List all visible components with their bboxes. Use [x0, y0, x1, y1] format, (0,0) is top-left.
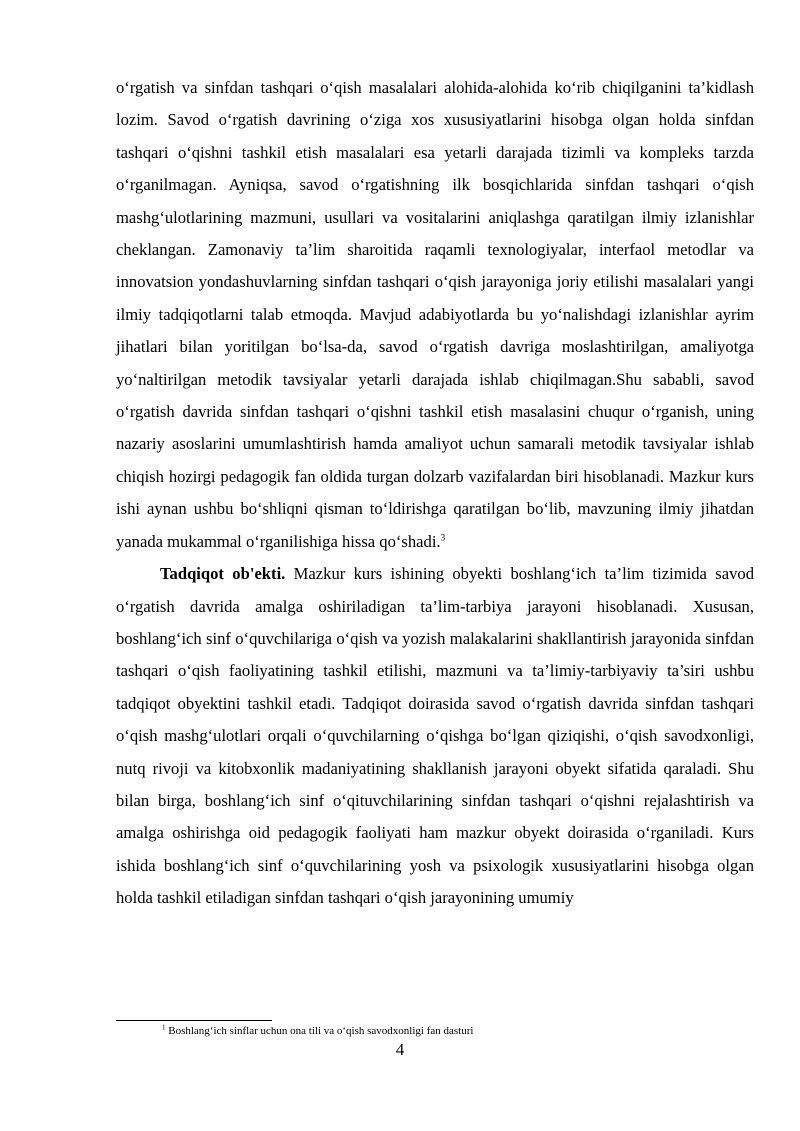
footnote-text: Boshlang‘ich sinflar uchun ona tili va o‘qish savodxonligi fan dasturi — [165, 1025, 474, 1037]
page-number: 4 — [395, 1040, 405, 1059]
footnote — [162, 1024, 722, 1038]
paragraph-intro — [116, 72, 754, 558]
paragraph-intro-text: o‘rgatish va sinfdan tashqari o‘qish masalalari alohida-alohida ko‘rib chiqilganini ta’kidlash lozim. Savod o‘rgatish davrining o‘ziga xos xususiyatlarini hisobga olgan holda sinfdan tashqari o‘qishni tashkil etish masalalari esa yetarli darajada tizimli va kompleks tarzda o‘rganilmagan. Ayniqsa, savod o‘rgatishning ilk bosqichlarida sinfdan tashqari o‘qish mashg‘ulotlarining mazmuni, usullari va vositalarini aniqlashga qaratilgan ilmiy izlanishlar cheklangan. Zamonaviy ta’lim sharoitida raqamli texnologiyalar, interfaol metodlar va innovatsion yondashuvlarning sinfdan tashqari o‘qish jarayoniga joriy etilishi masalalari yangi ilmiy tadqiqotlarni talab etmoqda. Mavjud adabiyotlarda bu yo‘nalishdagi izlanishlar ayrim jihatlari bilan yoritilgan bo‘lsa-da, savod o‘rgatish davriga moslashtirilgan, amaliyotga yo‘naltirilgan metodik tavsiyalar yetarli darajada ishlab chiqilmagan.Shu sababli, savod o‘rgatish davrida sinfdan tashqari o‘qishni tashkil etish masalasini chuqur o‘rganish, uning nazariy asoslarini umumlashtirish hamda amaliyot uchun samarali metodik tavsiyalar ishlab chiqish hozirgi pedagogik fan oldida turgan dolzarb vazifalardan biri hisoblanadi. Mazkur kurs ishi aynan ushbu bo‘shliqni qisman to‘ldirishga qaratilgan bo‘lib, mavzuning ilmiy jihatdan yanada mukammal o‘rganilishiga hissa qo‘shadi. — [116, 78, 754, 551]
paragraph-research-object — [116, 558, 754, 914]
footnote-number: 1 — [162, 1023, 166, 1032]
footnote-separator — [116, 1020, 272, 1021]
body-text — [116, 72, 754, 915]
section-heading-research-object: Tadqiqot ob'ekti. — [160, 564, 286, 584]
footnote-reference: 3 — [440, 532, 446, 543]
paragraph-research-object-text: Mazkur kurs ishining obyekti boshlang‘ich ta’lim tizimida savod o‘rgatish davrida amalga oshiriladigan ta’lim-tarbiya jarayoni hisoblanadi. Xususan, boshlang‘ich sinf o‘quvchilariga o‘qish va yozish malakalarini shakllantirish jarayonida sinfdan tashqari o‘qish faoliyatining tashkil etilishi, mazmuni va ta’limiy-tarbiyaviy ta’siri ushbu tadqiqot obyektini tashkil etadi. Tadqiqot doirasida savod o‘rgatish davrida sinfdan tashqari o‘qish mashg‘ulotlari orqali o‘quvchilarning o‘qishga bo‘lgan qiziqishi, o‘qish savodxonligi, nutq rivoji va kitobxonlik madaniyatining shakllanish jarayoni obyekt sifatida qaraladi. Shu bilan birga, boshlang‘ich sinf o‘qituvchilarining sinfdan tashqari o‘qishni rejalashtirish va amalga oshirishga oid pedagogik faoliyati ham mazkur obyekt doirasida o‘rganiladi. Kurs ishida boshlang‘ich sinf o‘quvchilarining yosh va psixologik xususiyatlarini hisobga olgan holda tashkil etiladigan sinfdan tashqari o‘qish jarayonining umumiy — [116, 564, 754, 908]
